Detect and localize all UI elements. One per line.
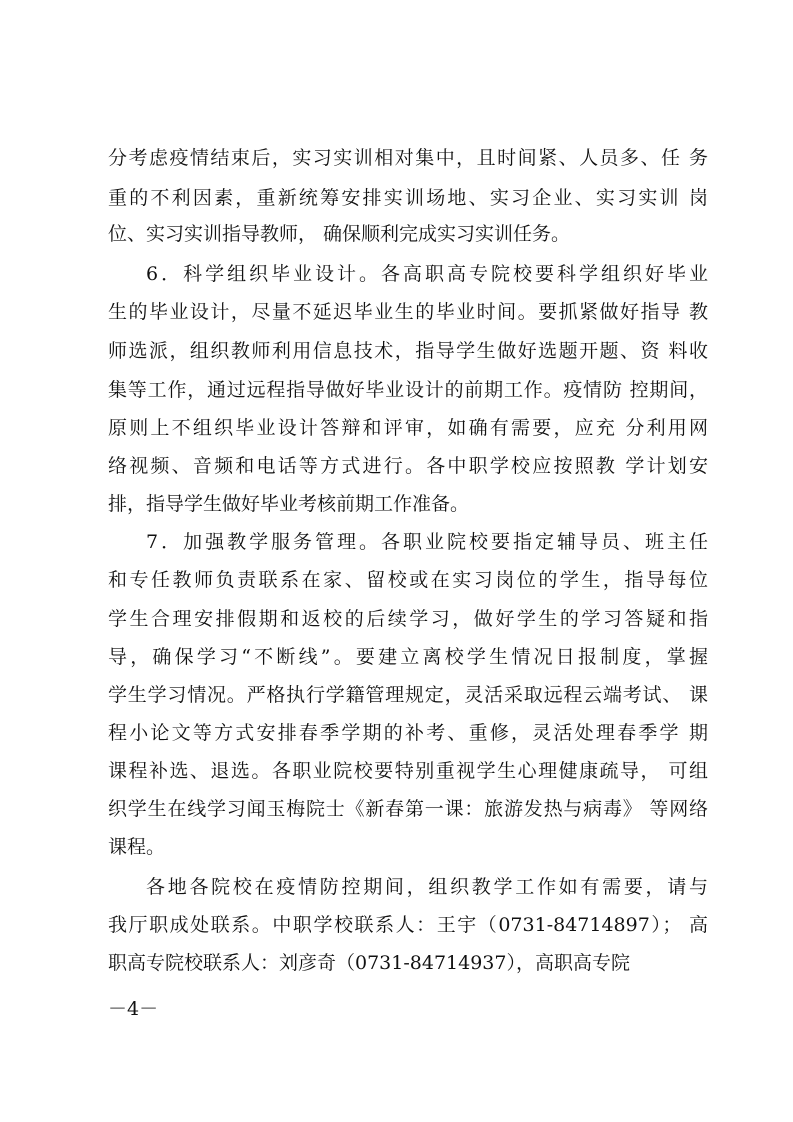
text-line: 6．科学组织毕业设计。各高职高专院校要科学组织好毕业 (146, 263, 708, 285)
text-line: 师选派，组织教师利用信息技术，指导学生做好选题开题、资 料收 (108, 340, 708, 362)
text-line: 课程。 (108, 836, 166, 858)
text-line: 我厅职成处联系。中职学校联系人：王宇（0731-84714897）； 高 (108, 914, 708, 936)
text-line: 课程补选、退选。各职业院校要特别重视学生心理健康疏导， 可组 (108, 760, 708, 782)
text-line: 生的毕业设计，尽量不延迟毕业生的毕业时间。要抓紧做好指导 教 (108, 301, 708, 323)
text-line: 7．加强教学服务管理。各职业院校要指定辅导员、班主任 (146, 531, 708, 553)
text-line: 分考虑疫情结束后，实习实训相对集中，且时间紧、人员多、任 务 (108, 147, 708, 169)
text-line: 和专任教师负责联系在家、留校或在实习岗位的学生，指导每位 (108, 569, 708, 591)
page-number: －4－ (108, 998, 159, 1020)
text-line: 学生学习情况。严格执行学籍管理规定，灵活采取远程云端考试、 课 (108, 684, 708, 706)
text-line: 职高专院校联系人：刘彦奇（0731-84714937），高职高专院 (108, 952, 630, 974)
text-line: 织学生在线学习闻玉梅院士《新春第一课：旅游发热与病毒》 等网络 (108, 798, 708, 820)
text-line: 位、实习实训指导教师， 确保顺利完成实习实训任务。 (108, 223, 571, 245)
text-line: 集等工作，通过远程指导做好毕业设计的前期工作。疫情防 控期间， (108, 379, 708, 401)
text-line: 络视频、音频和电话等方式进行。各中职学校应按照教 学计划安 (108, 455, 708, 477)
text-line: 原则上不组织毕业设计答辩和评审，如确有需要，应充 分利用网 (108, 417, 708, 439)
text-line: 重的不利因素，重新统筹安排实训场地、实习企业、实习实训 岗 (108, 187, 708, 209)
text-line: 学生合理安排假期和返校的后续学习，做好学生的学习答疑和指 (108, 608, 708, 630)
text-line: 程小论文等方式安排春季学期的补考、重修，灵活处理春季学 期 (108, 722, 708, 744)
text-line: 各地各院校在疫情防控期间，组织教学工作如有需要，请与 (146, 876, 708, 898)
text-line: 导，确保学习“不断线”。要建立离校学生情况日报制度，掌握 (108, 646, 708, 668)
text-line: 排，指导学生做好毕业考核前期工作准备。 (108, 493, 470, 515)
